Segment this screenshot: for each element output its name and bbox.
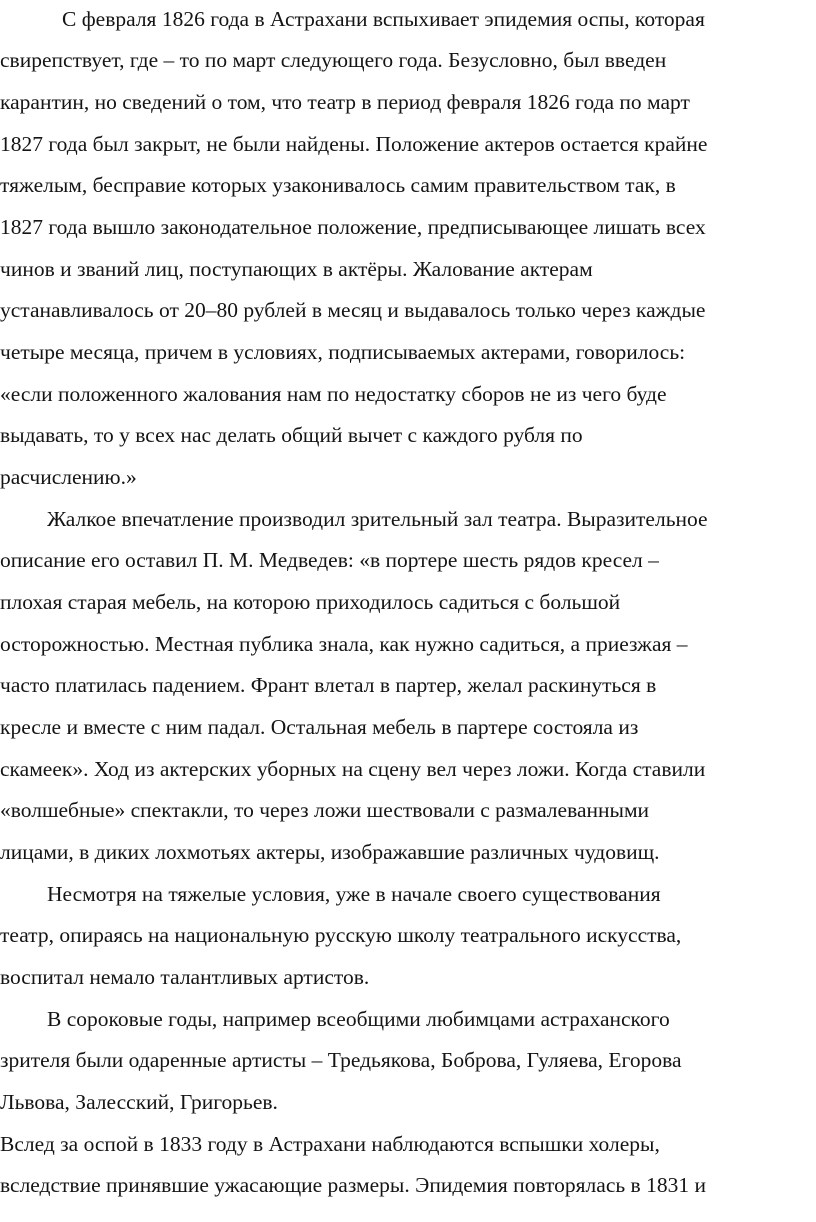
text-line: «если положенного жалования нам по недостатку сборов не из чего буде [0,382,667,406]
text-line: четыре месяца, причем в условиях, подписываемых актерами, говорилось: [0,340,686,364]
text-line: описание его оставил П. М. Медведев: «в портере шесть рядов кресел – [0,548,659,572]
text-line: устанавливалось от 20–80 рублей в месяц и выдавалось только через каждые [0,298,706,322]
text-line: «волшебные» спектакли, то через ложи шествовали с размалеванными [0,798,650,822]
text-line: плохая старая мебель, на которою приходилось садиться с большой [0,590,621,614]
text-line: карантин, но сведений о том, что театр в период февраля 1826 года по март [0,90,690,114]
text-line: Вслед за оспой в 1833 году в Астрахани наблюдаются вспышки холеры, [0,1132,660,1156]
text-line: свирепствует, где – то по март следующего года. Безусловно, был введен [0,48,667,72]
text-line: театр, опираясь на национальную русскую школу театрального искусства, [0,923,682,947]
text-line: чинов и званий лиц, поступающих в актёры. Жалование актерам [0,257,593,281]
text-line: осторожностью. Местная публика знала, как нужно садиться, а приезжая – [0,632,688,656]
text-line: воспитал немало талантливых артистов. [0,965,370,989]
text-line: зрителя были одаренные артисты – Тредьякова, Боброва, Гуляева, Егорова [0,1048,682,1072]
text-line: часто платилась падением. Франт влетал в партер, желал раскинуться в [0,673,657,697]
text-line: расчислению.» [0,465,137,489]
text-line: выдавать, то у всех нас делать общий вычет с каждого рубля по [0,423,583,447]
text-line: скамеек». Ход из актерских уборных на сцену вел через ложи. Когда ставили [0,757,706,781]
text-line: Жалкое впечатление производил зрительный зал театра. Выразительное [47,507,708,531]
text-line: Несмотря на тяжелые условия, уже в начале своего существования [47,882,661,906]
text-line: кресле и вместе с ним падал. Остальная мебель в партере состояла из [0,715,639,739]
text-line: Львова, Залесский, Григорьев. [0,1090,278,1114]
text-line: В сороковые годы, например всеобщими любимцами астраханского [47,1007,670,1031]
text-line: лицами, в диких лохмотьях актеры, изображавшие различных чудовищ. [0,840,660,864]
text-line: 1827 года был закрыт, не были найдены. Положение актеров остается крайне [0,132,708,156]
text-line: 1827 года вышло законодательное положение, предписывающее лишать всех [0,215,706,239]
text-line: тяжелым, бесправие которых узаконивалось самим правительством так, в [0,173,676,197]
text-line: вследствие принявшие ужасающие размеры. Эпидемия повторялась в 1831 и [0,1173,706,1197]
text-line: С февраля 1826 года в Астрахани вспыхивает эпидемия оспы, которая [62,7,705,31]
